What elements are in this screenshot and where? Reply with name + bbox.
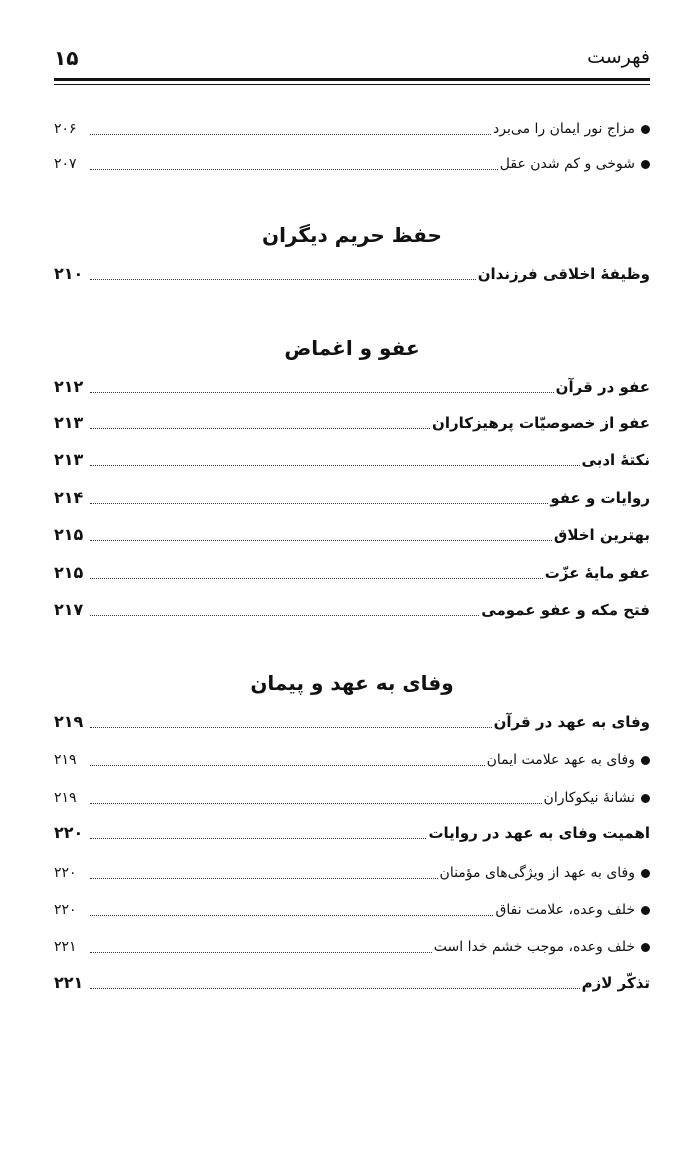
dot-leader [90, 915, 493, 916]
dot-leader [90, 540, 552, 541]
toc-entry[interactable] [54, 556, 650, 586]
toc-entry[interactable] [54, 743, 650, 773]
bullet-icon [641, 756, 650, 765]
bullet-icon [641, 869, 650, 878]
toc-entry[interactable] [54, 112, 650, 142]
toc-entry-title: بهترین اخلاق [553, 526, 650, 544]
toc-entry[interactable] [54, 930, 650, 960]
toc-entry[interactable] [54, 893, 650, 923]
page-header [54, 44, 650, 74]
toc-entry-page: ۲۱۹ [54, 712, 84, 731]
bullet-icon [641, 906, 650, 915]
toc-entry-page: ۲۰۶ [54, 121, 77, 137]
toc-entry[interactable] [54, 856, 650, 886]
page-number: ۱۵ [54, 46, 79, 70]
toc-entry-page: ۲۱۹ [54, 752, 77, 768]
bullet-icon [641, 794, 650, 803]
toc-entry-title: خلف وعده، علامت نفاق [495, 902, 635, 918]
bullet-icon [641, 160, 650, 169]
toc-entry-page: ۲۱۵ [54, 525, 84, 544]
bullet-icon [641, 943, 650, 952]
toc-entry-page: ۲۱۷ [54, 600, 84, 619]
section-heading: وفای به عهد و پیمان [250, 671, 454, 695]
toc-entry-title: تذکّر لازم [581, 974, 650, 992]
toc-entry-title: روایات و عفو [550, 489, 650, 507]
toc-entry-title: وفای به عهد علامت ایمان [486, 752, 635, 768]
toc-entry[interactable] [54, 966, 650, 996]
toc-entry-title: فتح مکه و عفو عمومی [481, 601, 650, 619]
toc-entry-page: ۲۱۲ [54, 377, 84, 396]
dot-leader [90, 838, 426, 839]
toc-entry-page: ۲۱۹ [54, 790, 77, 806]
header-rule-thick [54, 78, 650, 81]
toc-entry-page: ۲۲۱ [54, 973, 84, 992]
toc-entry-title: نشانهٔ نیکوکاران [543, 790, 635, 806]
toc-entry[interactable] [54, 705, 650, 735]
toc-entry-page: ۲۱۴ [54, 488, 84, 507]
toc-entry[interactable] [54, 593, 650, 623]
toc-entry-title: وفای به عهد از ویژگی‌های مؤمنان [439, 865, 635, 881]
dot-leader [90, 503, 548, 504]
dot-leader [90, 952, 432, 953]
dot-leader [90, 765, 485, 766]
toc-entry-title: وفای به عهد در قرآن [493, 713, 650, 731]
toc-entry-title: وظیفهٔ اخلاقی فرزندان [477, 265, 650, 283]
header-rule-thin [54, 84, 650, 85]
section-heading: عفو و اغماض [284, 336, 420, 360]
toc-entry[interactable] [54, 518, 650, 548]
toc-entry-title: نکتهٔ ادبی [581, 451, 650, 469]
dot-leader [90, 428, 430, 429]
toc-entry[interactable] [54, 781, 650, 811]
dot-leader [90, 465, 580, 466]
toc-entry[interactable] [54, 816, 650, 846]
section-heading: حفظ حریم دیگران [262, 223, 442, 247]
dot-leader [90, 988, 580, 989]
toc-entry[interactable] [54, 481, 650, 511]
toc-entry-title: شوخی و کم شدن عقل [499, 156, 635, 172]
dot-leader [90, 134, 491, 135]
toc-entry-title: اهمیت وفای به عهد در روایات [428, 824, 650, 842]
toc-entry[interactable] [54, 406, 650, 436]
toc-entry-title: خلف وعده، موجب خشم خدا است [433, 939, 635, 955]
toc-entry-title: عفو مایهٔ عزّت [544, 564, 650, 582]
bullet-icon [641, 125, 650, 134]
toc-entry-page: ۲۲۰ [54, 865, 77, 881]
toc-entry-page: ۲۱۳ [54, 450, 84, 469]
toc-entry-page: ۲۱۵ [54, 563, 84, 582]
toc-entry-page: ۲۲۱ [54, 939, 77, 955]
toc-entry-title: مزاج نور ایمان را می‌برد [493, 121, 635, 137]
dot-leader [90, 578, 543, 579]
dot-leader [90, 727, 492, 728]
dot-leader [90, 169, 498, 170]
toc-entry[interactable] [54, 257, 650, 287]
dot-leader [90, 803, 542, 804]
toc-entry-page: ۲۱۰ [54, 264, 84, 283]
dot-leader [90, 279, 476, 280]
dot-leader [90, 392, 554, 393]
toc-entry[interactable] [54, 370, 650, 400]
dot-leader [90, 615, 479, 616]
toc-entry[interactable] [54, 147, 650, 177]
dot-leader [90, 878, 438, 879]
running-title: فهرست [587, 46, 650, 68]
toc-entry-page: ۲۲۰ [54, 902, 77, 918]
toc-entry-title: عفو از خصوصیّات پرهیزکاران [432, 414, 650, 432]
toc-entry-title: عفو در قرآن [555, 378, 650, 396]
toc-entry-page: ۲۰۷ [54, 156, 77, 172]
toc-entry-page: ۲۱۳ [54, 413, 84, 432]
toc-entry[interactable] [54, 443, 650, 473]
toc-entry-page: ۲۲۰ [54, 823, 84, 842]
